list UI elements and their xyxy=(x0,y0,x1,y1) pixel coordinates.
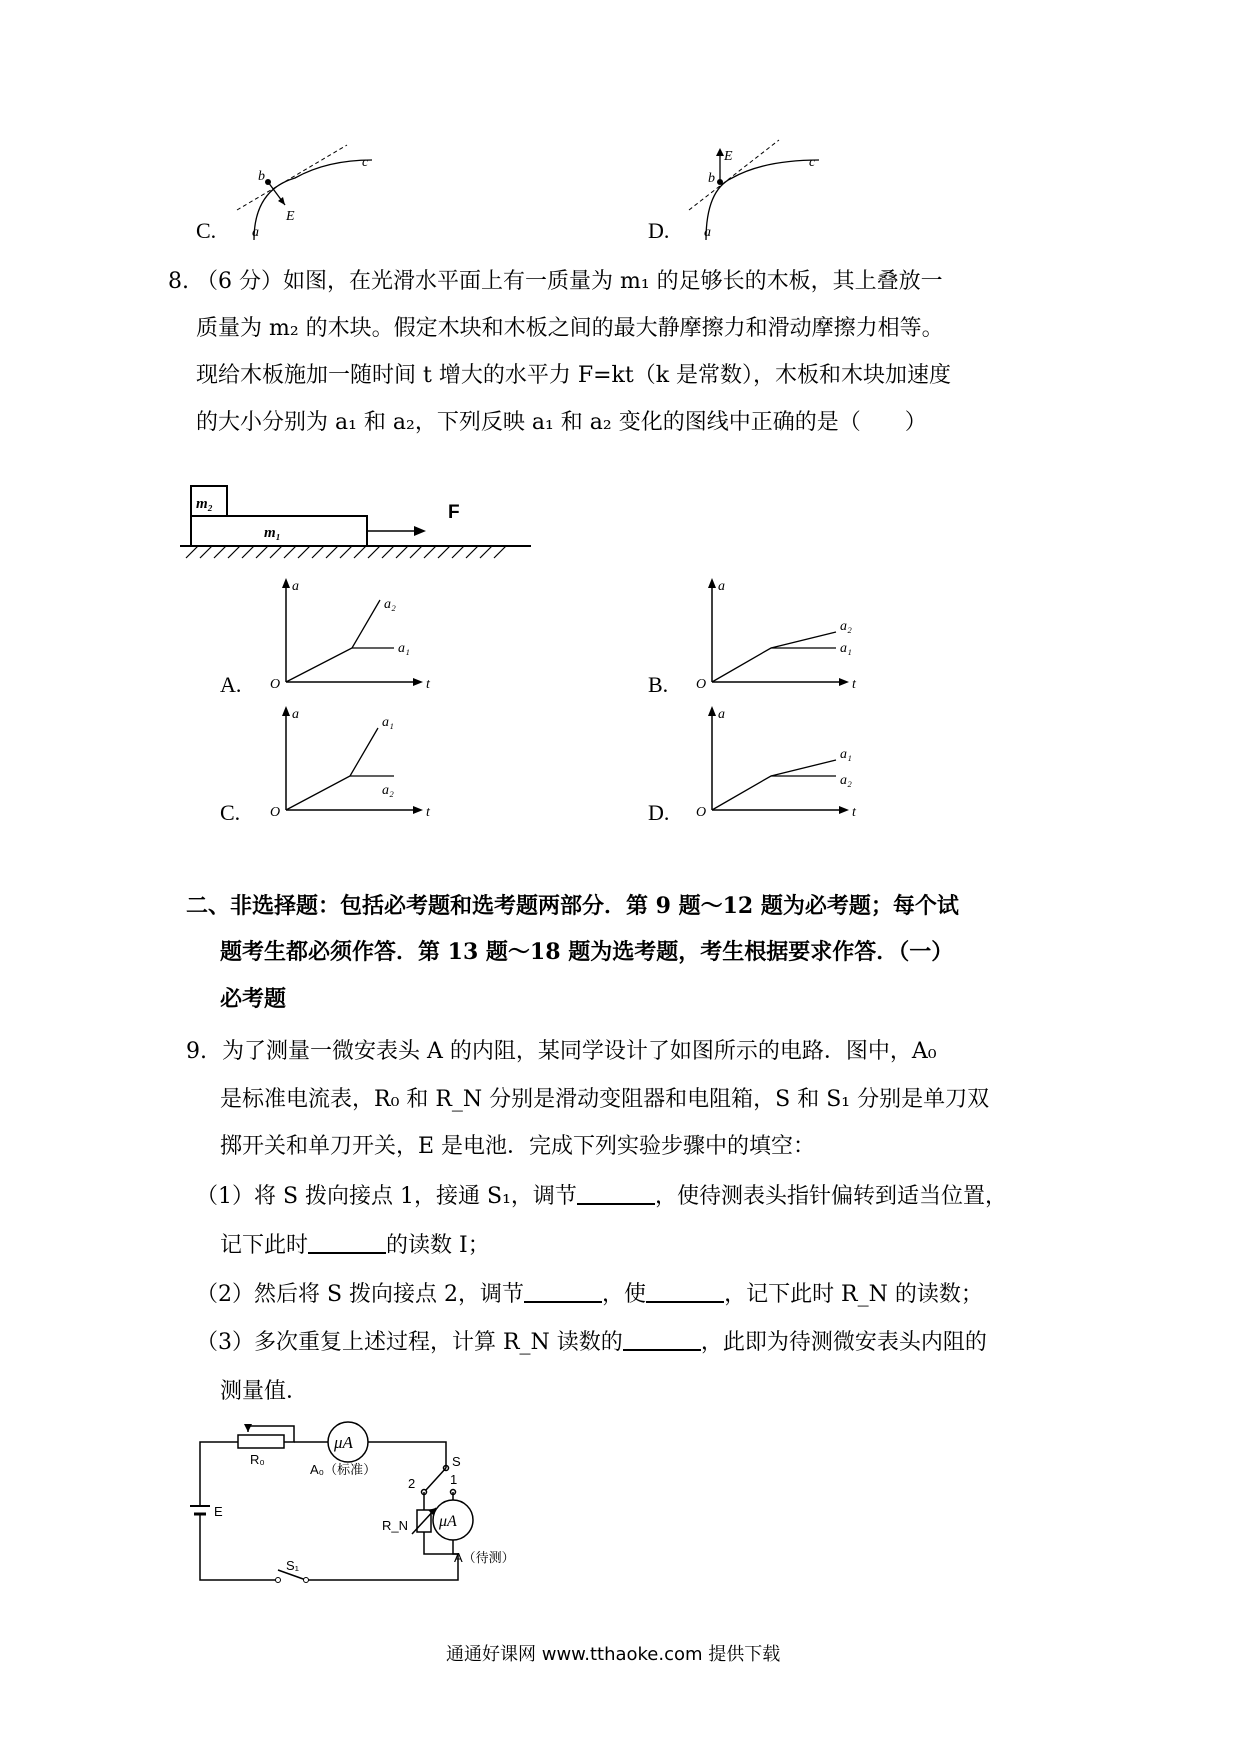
option-label: C. xyxy=(196,218,217,243)
a-label: A（待测） xyxy=(454,1550,515,1565)
field-e-label: E xyxy=(286,209,295,224)
block-m2-label: m₂ xyxy=(196,496,213,512)
a-meter-symbol: μA xyxy=(439,1513,457,1530)
origin-label: O xyxy=(696,677,707,692)
upper-curve-label: a₂ xyxy=(384,597,396,612)
field-e-label: E xyxy=(724,149,733,164)
page-footer: 通通好课网 www.tthaoke.com 提供下载 xyxy=(446,1644,781,1665)
axis-x-label: t xyxy=(852,677,856,692)
point-a-label: a xyxy=(704,225,711,240)
q9-circuit-diagram xyxy=(188,1420,548,1573)
q7-diagram-c xyxy=(232,150,412,250)
q9-step2 xyxy=(196,1275,983,1315)
q9-step2-text-a: （2）然后将 S 拨向接点 2，调节 xyxy=(196,1282,525,1307)
board-m1-label: m₁ xyxy=(264,525,281,541)
point-b-label: b xyxy=(258,169,265,184)
q8-stem-line-4: 的大小分别为 a₁ 和 a₂，下列反映 a₁ 和 a₂ 变化的图线中正确的是（ ） xyxy=(196,410,927,435)
a0-meter-symbol: μA xyxy=(334,1433,353,1452)
e-label: E xyxy=(214,1504,223,1519)
section2-line-1: 二、非选择题：包括必考题和选考题两部分．第 9 题～12 题为必考题；每个试 xyxy=(186,893,959,919)
q9-stem-line-3: 掷开关和单刀开关，E 是电池．完成下列实验步骤中的填空： xyxy=(220,1134,816,1159)
lower-curve-label: a₂ xyxy=(382,783,394,798)
q9-step1-text-b: ，使待测表头指针偏转到适当位置， xyxy=(654,1184,1007,1209)
q9-step1-text-a: （1）将 S 拨向接点 1，接通 S₁，调节 xyxy=(196,1184,577,1209)
q9-stem-line-2: 是标准电流表，R₀ 和 R_N 分别是滑动变阻器和电阻箱，S 和 S₁ 分别是单刀双 xyxy=(220,1087,990,1112)
axis-x-label: t xyxy=(426,677,430,692)
r0-label: R₀ xyxy=(250,1452,265,1467)
upper-curve-label: a₁ xyxy=(840,747,852,762)
q8-option-b-label: B. xyxy=(648,672,669,697)
q9-step1-text-c: 记下此时 xyxy=(220,1233,309,1258)
q8-option-a-label: A. xyxy=(220,672,242,697)
q9-step1-line-1 xyxy=(196,1177,1007,1217)
option-label: D. xyxy=(648,218,670,243)
contact-2-label: 2 xyxy=(408,1476,416,1491)
q9-stem-line-1: 为了测量一微安表头 A 的内阻，某同学设计了如图所示的电路．图中，A₀ xyxy=(222,1039,937,1064)
axis-x-label: t xyxy=(426,805,430,820)
lower-curve-label: a₁ xyxy=(840,641,852,656)
q9-step2-text-b: ，使 xyxy=(602,1282,647,1307)
q8-graph-d xyxy=(696,707,856,820)
origin-label: O xyxy=(270,677,281,692)
upper-curve-label: a₁ xyxy=(382,715,394,730)
axis-y-label: a xyxy=(292,707,299,722)
s-label: S xyxy=(452,1454,461,1469)
axis-x-label: t xyxy=(852,805,856,820)
blank-5[interactable] xyxy=(623,1323,701,1351)
q9-step3-text-a: （3）多次重复上述过程，计算 R_N 读数的 xyxy=(196,1330,623,1355)
q9-step3-text-b: ，此即为待测微安表头内阻的 xyxy=(700,1330,987,1355)
q9-step1-text-d: 的读数 I； xyxy=(386,1233,490,1258)
q9-step3-line-1 xyxy=(196,1323,987,1363)
axis-y-label: a xyxy=(718,579,725,594)
origin-label: O xyxy=(696,805,707,820)
origin-label: O xyxy=(270,805,281,820)
q8-stem-line-3: 现给木板施加一随时间 t 增大的水平力 F=kt（k 是常数），木板和木块加速度 xyxy=(196,363,952,388)
q8-block-figure xyxy=(186,478,506,568)
rn-label: R_N xyxy=(382,1518,409,1533)
lower-curve-label: a₁ xyxy=(398,641,410,656)
q7-option-c xyxy=(196,150,416,246)
blank-4[interactable] xyxy=(646,1275,724,1303)
blank-3[interactable] xyxy=(524,1275,602,1303)
force-f-label: F xyxy=(448,502,460,523)
q8-number: 8. xyxy=(168,269,189,294)
q8-graph-a xyxy=(270,579,430,692)
point-a-label: a xyxy=(252,225,259,240)
q8-stem-line-2: 质量为 m₂ 的木块。假定木块和木板之间的最大静摩擦力和滑动摩擦力相等。 xyxy=(196,316,944,341)
q9-step3-line-2: 测量值． xyxy=(220,1379,309,1404)
blank-1[interactable] xyxy=(577,1177,655,1205)
q7-diagram-d xyxy=(684,140,864,250)
lower-curve-label: a₂ xyxy=(840,773,852,788)
section2-line-2: 题考生都必须作答．第 13 题～18 题为选考题，考生根据要求作答．（一） xyxy=(220,939,954,965)
q9-step2-text-c: ，记下此时 R_N 的读数； xyxy=(724,1282,983,1307)
s1-label: S₁ xyxy=(286,1558,300,1573)
q7-option-d xyxy=(648,140,868,246)
q8-graph-b xyxy=(696,579,856,692)
q9-number: 9. xyxy=(186,1039,207,1064)
point-b-label: b xyxy=(708,171,715,186)
q8-option-c-label: C. xyxy=(220,800,241,825)
blank-2[interactable] xyxy=(308,1226,386,1254)
section2-line-3: 必考题 xyxy=(220,986,287,1012)
q8-option-d-label: D. xyxy=(648,800,670,825)
q8-stem-line-1: （6 分）如图，在光滑水平面上有一质量为 m₁ 的足够长的木板，其上叠放一 xyxy=(196,269,943,294)
point-c-label: c xyxy=(809,155,816,170)
a0-label: A₀（标准） xyxy=(310,1462,377,1477)
q8-graph-c xyxy=(270,707,430,820)
axis-y-label: a xyxy=(718,707,725,722)
contact-1-label: 1 xyxy=(450,1472,458,1487)
axis-y-label: a xyxy=(292,579,299,594)
upper-curve-label: a₂ xyxy=(840,619,852,634)
point-c-label: c xyxy=(362,155,369,170)
q9-step1-line-2 xyxy=(220,1226,490,1266)
